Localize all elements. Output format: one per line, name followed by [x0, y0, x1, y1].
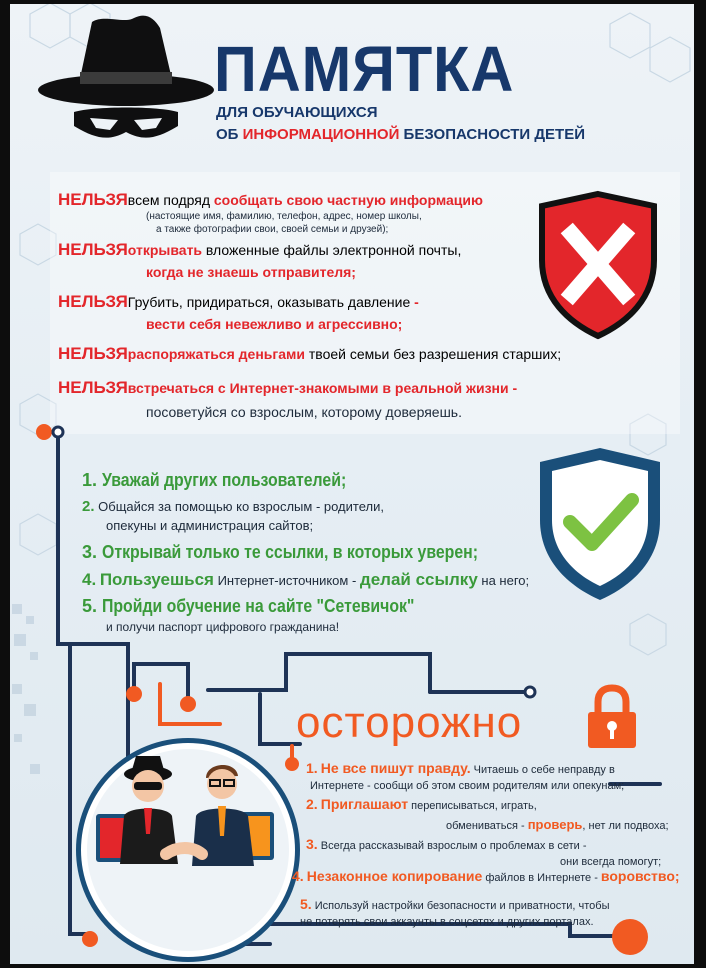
prohibition-keyword: НЕЛЬЗЯ	[58, 292, 128, 311]
prohibition-5-line2: посоветуйся со взрослым, которому доверяешь.	[146, 404, 462, 420]
careful-item-2	[306, 798, 537, 813]
careful-number: 3.	[306, 836, 318, 852]
careful-number: 4.	[292, 868, 304, 884]
rule-number: 2.	[82, 498, 95, 515]
careful-highlight: Приглашают	[320, 796, 409, 812]
rule-2-line2: опекуны и администрация сайтов;	[106, 518, 314, 533]
prohibition-keyword: НЕЛЬЗЯ	[58, 378, 128, 397]
careful-number: 1.	[306, 760, 318, 776]
careful-text-c: , нет ли подвоха;	[582, 820, 669, 832]
prohibition-highlight: распоряжаться деньгами	[127, 346, 305, 362]
prohibition-1-note-1: (настоящие имя, фамилию, телефон, адрес, номер школы,	[146, 211, 422, 222]
prohibition-dash: -	[508, 380, 518, 396]
rule-number: 4.	[82, 570, 97, 589]
prohibition-2	[58, 242, 461, 258]
rule-text-c: делай ссылку	[359, 570, 478, 589]
prohibition-dash: -	[410, 294, 419, 310]
subtitle-suffix: БЕЗОПАСНОСТИ ДЕТЕЙ	[399, 126, 585, 143]
rule-text: Открывай только те ссылки, в которых уверен;	[102, 542, 479, 562]
rule-5	[82, 596, 457, 617]
subtitle-prefix: ОБ	[216, 126, 243, 143]
blue-shield-check-icon	[534, 444, 666, 604]
careful-number: 2.	[306, 796, 318, 812]
careful-item-1	[306, 762, 615, 777]
hacker-hat-icon	[34, 10, 218, 160]
subtitle-audience: ДЛЯ ОБУЧАЮЩИХСЯ	[216, 104, 378, 121]
careful-highlight: Незаконное копирование	[306, 868, 483, 884]
prohibition-1-note-2: а также фотографии свои, своей семьи и друзей);	[156, 224, 389, 235]
prohibition-text: Грубить, придираться, оказывать давление	[127, 294, 411, 310]
careful-highlight-2: воровство;	[600, 868, 680, 884]
prohibition-text: вложенные файлы электронной почты,	[202, 242, 462, 258]
prohibition-keyword: НЕЛЬЗЯ	[58, 240, 128, 259]
careful-title: осторожно	[296, 698, 523, 747]
prohibition-highlight: встречаться с Интернет-знакомыми в реальной жизни	[127, 380, 509, 396]
page-title: ПАМЯТКА	[214, 33, 515, 105]
rule-5-line2: и получи паспорт цифрового гражданина!	[106, 620, 340, 634]
careful-item-3	[306, 838, 587, 853]
prohibition-3-line2: вести себя невежливо и агрессивно;	[146, 316, 403, 332]
careful-item-3-line2: они всегда помогут;	[560, 856, 662, 868]
careful-text-a: обмениваться -	[446, 820, 528, 832]
rule-number: 1.	[82, 470, 98, 490]
careful-text: переписываться, играть,	[408, 800, 537, 812]
careful-number: 5.	[300, 896, 312, 912]
people-illustration	[88, 754, 280, 924]
rule-4	[82, 570, 529, 590]
rule-text-d: на него;	[477, 573, 530, 588]
careful-item-5	[300, 898, 610, 913]
subtitle-highlight: ИНФОРМАЦИОННОЙ	[242, 126, 400, 143]
careful-item-5-line2: не потерять свои аккаунты в соцсетях и других порталах.	[300, 916, 594, 928]
rule-text: Пройди обучение на сайте "Сетевичок"	[102, 596, 415, 616]
prohibition-text: всем подряд	[127, 192, 214, 208]
rule-text-a: Пользуешься	[99, 570, 214, 589]
padlock-icon	[584, 684, 640, 750]
careful-item-4	[292, 870, 680, 885]
careful-text: Всегда рассказывай взрослым о проблемах в сети -	[320, 840, 587, 852]
prohibition-keyword: НЕЛЬЗЯ	[58, 344, 128, 363]
prohibition-5	[58, 380, 517, 396]
prohibition-keyword: НЕЛЬЗЯ	[58, 190, 128, 209]
rule-number: 3.	[82, 542, 98, 562]
careful-text: Читаешь о себе неправду в	[470, 764, 615, 776]
prohibition-4	[58, 346, 561, 362]
careful-text: файлов в Интернете -	[482, 872, 601, 884]
poster	[10, 4, 694, 964]
careful-item-1-line2: Интернете - сообщи об этом своим родителям или опекунам;	[310, 780, 625, 792]
rule-text: Общайся за помощью ко взрослым - родители,	[98, 499, 384, 514]
careful-item-2-line2	[446, 818, 669, 833]
prohibition-text: твоей семьи без разрешения старших;	[304, 346, 562, 362]
subtitle-topic	[216, 126, 585, 143]
rule-number: 5.	[82, 596, 98, 616]
prohibition-highlight: сообщать свою частную информацию	[213, 192, 483, 208]
rule-3	[82, 542, 529, 563]
careful-highlight: Не все пишут правду.	[320, 760, 471, 776]
rule-text-b: Интернет-источником -	[213, 573, 360, 588]
prohibition-2-line2: когда не знаешь отправителя;	[146, 264, 356, 280]
careful-highlight-b: проверь	[527, 817, 583, 832]
rule-2	[82, 498, 384, 515]
rule-text: Уважай других пользователей;	[102, 470, 347, 490]
rule-1	[82, 470, 380, 491]
red-shield-cross-icon	[536, 190, 660, 340]
careful-text: Используй настройки безопасности и приватности, чтобы	[314, 900, 610, 912]
prohibition-highlight: открывать	[127, 242, 203, 258]
prohibition-3	[58, 294, 419, 310]
prohibition-1	[58, 192, 483, 208]
